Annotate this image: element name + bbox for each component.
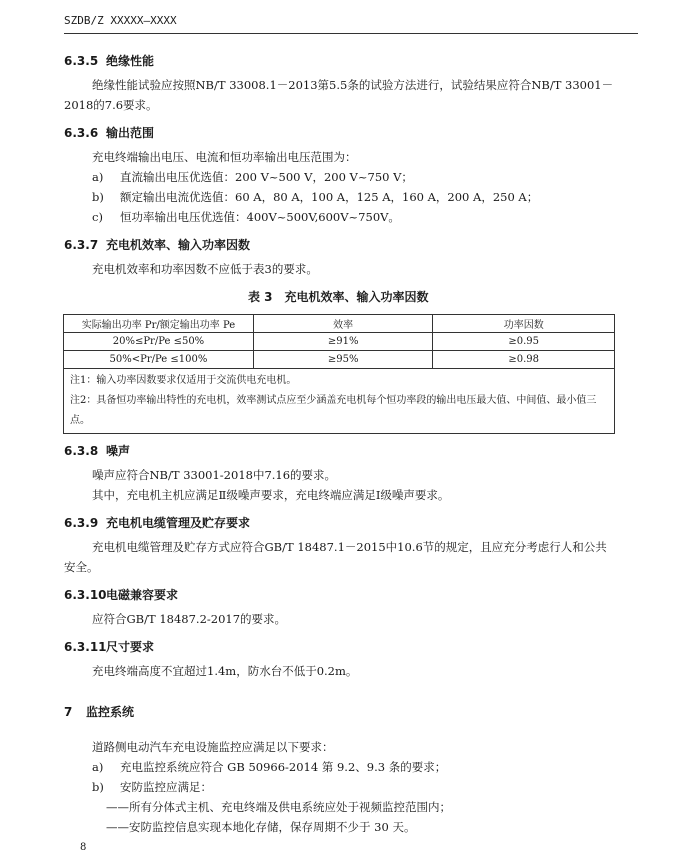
section-title: 充电机效率、输入功率因数 [106,238,251,252]
list-marker: c) [92,210,103,224]
table-note: 注1：输入功率因数要求仅适用于交流供电充电机。 [70,375,297,386]
section-title: 监控系统 [86,705,135,719]
list-text: 直流输出电压优选值：200 V~500 V，200 V~750 V； [120,170,413,184]
table-header-row [64,315,615,333]
list-item [92,759,446,775]
page-number: 8 [80,842,87,853]
list-text: 额定输出电流优选值：60 A，80 A，100 A，125 A，160 A，200 A，250 A； [120,190,539,204]
section-heading-6-3-11 [64,638,154,655]
table-cell: 20%≤Pr/Pe ≤50% [64,333,254,351]
section-heading-6-3-6 [64,124,154,141]
table-notes [64,369,615,434]
table-note-row [64,369,615,434]
section-number: 7 [64,705,73,719]
section-heading-6-3-10 [64,586,178,603]
table-cell: ≥95% [253,351,433,369]
list-item [92,189,538,205]
section-number: 6.3.8 [64,444,99,458]
section-number: 6.3.9 [64,516,99,530]
section-number: 6.3.6 [64,126,99,140]
table-cell: ≥0.98 [433,351,615,369]
chapter-heading-7 [64,703,134,720]
section-heading-6-3-5 [64,52,154,69]
table-row [64,351,615,369]
paragraph-line: 道路侧电动汽车充电设施监控应满足以下要求： [92,740,334,754]
header-rule [64,33,638,34]
table-header-cell: 功率因数 [433,315,615,333]
table-caption: 表 3 充电机效率、输入功率因数 [248,290,429,304]
table-note: 注2：具备恒功率输出特性的充电机，效率测试点应至少涵盖充电机每个恒功率段的输出电压最大值、中间值、最小值三点。 [70,395,597,426]
list-marker: a) [92,170,104,184]
paragraph-line: 充电机效率和功率因数不应低于表3的要求。 [92,262,318,276]
document-code-header: SZDB/Z XXXXX—XXXX [64,14,177,27]
list-text: 恒功率输出电压优选值：400V~500V,600V~750V。 [120,210,400,224]
paragraph-line: 充电机电缆管理及贮存方式应符合GB/T 18487.1－2015中10.6节的规定，且应充分考虑行人和公共 [92,540,607,554]
list-marker: b) [92,190,104,204]
list-item [92,169,413,185]
paragraph-line: 应符合GB/T 18487.2-2017的要求。 [92,612,287,626]
section-title: 电磁兼容要求 [106,588,179,602]
efficiency-table [63,314,615,434]
paragraph-line: 其中，充电机主机应满足Ⅱ级噪声要求，充电终端应满足Ⅰ级噪声要求。 [92,488,450,502]
section-title: 绝缘性能 [106,54,155,68]
paragraph-line: 2018的7.6要求。 [64,98,158,112]
section-number: 6.3.11 [64,640,107,654]
paragraph-line: 充电终端输出电压、电流和恒功率输出电压范围为： [92,150,357,164]
section-number: 6.3.7 [64,238,99,252]
list-marker: a) [92,760,104,774]
table-header-cell: 效率 [253,315,433,333]
list-marker: b) [92,780,104,794]
section-heading-6-3-7 [64,236,250,253]
section-number: 6.3.10 [64,588,107,602]
dash-item: ——安防监控信息实现本地化存储，保存周期不少于 30 天。 [106,820,416,834]
section-heading-6-3-8 [64,442,130,459]
list-item [92,779,212,795]
section-number: 6.3.5 [64,54,99,68]
table-cell: ≥0.95 [433,333,615,351]
table-cell: ≥91% [253,333,433,351]
paragraph-line: 绝缘性能试验应按照NB/T 33008.1－2013第5.5条的试验方法进行，试验结果应符合NB/T 33001－ [92,78,614,92]
table-cell: 50%<Pr/Pe ≤100% [64,351,254,369]
paragraph-line: 安全。 [64,560,99,574]
paragraph-line: 充电终端高度不宜超过1.4m，防水台不低于0.2m。 [92,664,358,678]
section-title: 充电机电缆管理及贮存要求 [106,516,251,530]
list-item [92,209,400,225]
table-header-cell: 实际输出功率 Pr/额定输出功率 Pe [64,315,254,333]
paragraph-line: 噪声应符合NB/T 33001-2018中7.16的要求。 [92,468,337,482]
list-text: 充电监控系统应符合 GB 50966-2014 第 9.2、9.3 条的要求； [120,760,447,774]
table-row [64,333,615,351]
dash-item: ——所有分体式主机、充电终端及供电系统应处于视频监控范围内； [106,800,451,814]
list-text: 安防监控应满足： [120,780,212,794]
section-title: 噪声 [106,444,131,458]
section-title: 输出范围 [106,126,155,140]
section-title: 尺寸要求 [106,640,155,654]
section-heading-6-3-9 [64,514,250,531]
